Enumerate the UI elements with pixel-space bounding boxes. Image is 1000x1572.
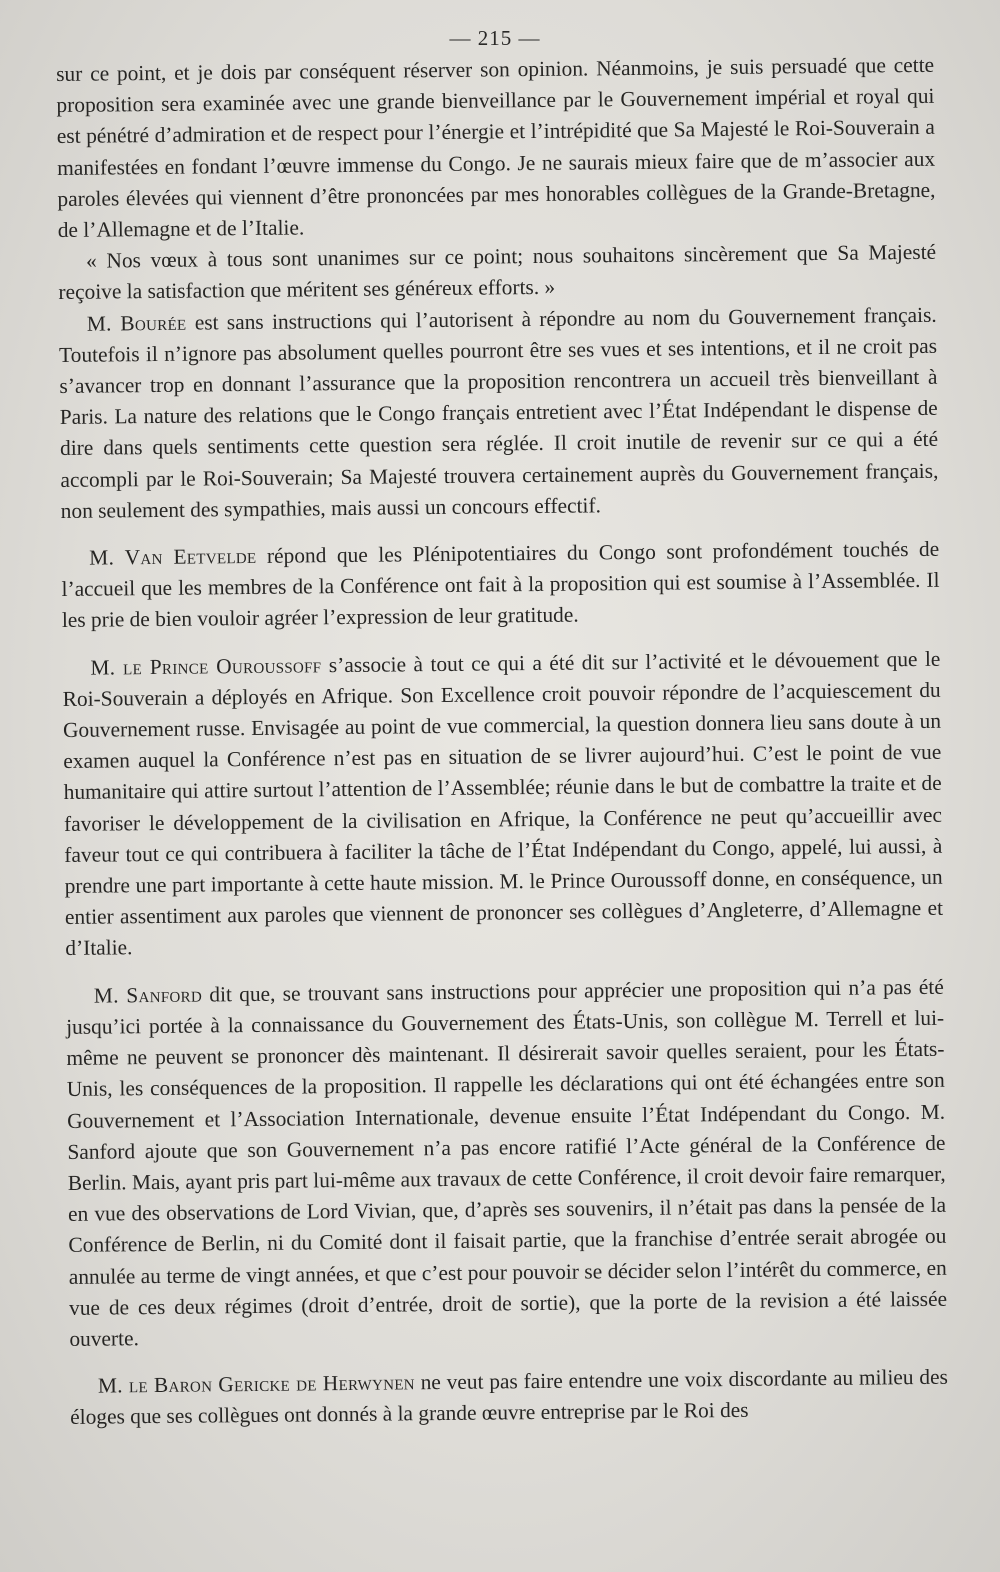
body-text [56, 50, 948, 1434]
paragraph-text: répond que les Plénipotentiaires du Congo sont profondément touchés de l’accueil que les membres de la Conférence ont fait à la proposition qui est soumise à l’Assemblée. Il les prie de bien vouloir agréer l’expression de leur gratitude. [61, 536, 940, 633]
paragraph-continuation [56, 50, 936, 246]
paragraph-text: « Nos vœux à tous sont unanimes sur ce point; nous souhaitons sincèrement que Sa Majesté reçoive la satisfaction que méritent ses généreux efforts. » [58, 240, 937, 305]
paragraph-sanford [66, 971, 948, 1355]
paragraph-text: est sans instructions qui l’autorisent à répondre au nom du Gouvernement français. Toutefois il n’ignore pas absolument quelles pourront être ses vues et ses intentions, et il ne croit pas s’avancer trop en donnant l’assurance que la proposition rencontrera un accueil très bienveillant à Paris. La nature des relations que le Congo français entretient avec l’État Indépendant le dispense de dire dans quels sentiments cette question sera réglée. Il croit inutile de revenir sur ce qui a été accompli par le Roi-Souverain; Sa Majesté trouvera certainement auprès du Gouvernement français, non seulement des sympathies, mais aussi un concours effectif. [58, 302, 939, 523]
speaker-name: M. le Baron Gericke de Herwynen [97, 1370, 415, 1398]
speaker-name: M. Van Eetvelde [89, 543, 257, 570]
speaker-name: M. Sanford [93, 982, 203, 1008]
paragraph-text: s’associe à tout ce qui a été dit sur l’activité et le dévouement que le Roi-Souverain a déployés en Afrique. Son Excellence croit pouvoir répondre de l’acquiescement du Gouvernement russe. Envisagée au point de vue commercial, la question donnera lieu sans doute à un examen auquel la Conférence n’est pas en situation de se livrer aujourd’hui. C’est le point de vue humanitaire qui attire surtout l’attention de l’Assemblée; réunie dans le but de combattre la traite et de favoriser le développement de la civilisation en Afrique, la Conférence ne peut qu’accueillir avec faveur tout ce qui contribuera à faciliter la tâche de l’État Indépendant du Congo, appelé, lui aussi, à prendre une part importante à cette haute mission. M. le Prince Ouroussoff donne, en conséquence, un entier assentiment aux paroles que viennent de prononcer ses collègues d’Angleterre, d’Allemagne et d’Italie. [62, 646, 944, 961]
speaker-name: M. Bourée [86, 310, 187, 336]
paragraph-ouroussoff [62, 643, 943, 964]
paragraph-text: ne veut pas faire entendre une voix discordante au milieu des éloges que ses collègues ont donnés à la grande œuvre entreprise par le Roi des [70, 1364, 948, 1430]
paragraph-quote [58, 237, 937, 309]
speaker-name: M. le Prince Ouroussoff [90, 652, 322, 680]
paragraph-text: dit que, se trouvant sans instructions pour apprécier une proposition qui n’a pas été jusqu’ici portée à la connaissance du Gouvernement des États-Unis, son collègue M. Terrell et lui-même ne peuvent se prononcer dès maintenant. Il désirerait savoir quelles seraient, pour les États-Unis, les conséquences de la proposition. Il rappelle les déclarations qui ont été échangées entre son Gouvernement et l’Association Internationale, devenue ensuite l’État Indépendant du Congo. M. Sanford ajoute que son Gouvernement n’a pas encore ratifié l’Acte général de la Conférence de Berlin. Mais, ayant pris part lui-même aux travaux de cette Conférence, il croit devoir faire remarquer, en vue des observations de Lord Vivian, que, d’après ses souvenirs, il n’était pas dans la pensée de la Conférence de Berlin, ni du Comité dont il faisait partie, que la franchise d’entrée serait abrogée ou annulée au terme de vingt années, et que c’est pour pouvoir se décider selon l’intérêt du commerce, en vue de ces deux régimes (droit d’entrée, droit de sortie), que la porte de la revision a été laissée ouverte. [66, 974, 948, 1351]
paragraph-van-eetvelde [61, 534, 940, 637]
paragraph-gericke [70, 1362, 949, 1434]
page-number: — 215 — [449, 26, 541, 50]
paragraph-bouree [59, 299, 939, 527]
paragraph-text: sur ce point, et je dois par conséquent réserver son opinion. Néanmoins, je suis persuadé que cette proposition sera examinée avec une grande bienveillance par le Gouvernement impérial et royal qui est pénétré d’admiration et de respect pour l’énergie et l’intrépidité que Sa Majesté le Roi-Souverain a manifestées en fondant l’œuvre immense du Congo. Je ne saurais mieux faire que de m’associer aux paroles élevées qui viennent d’être prononcées par mes honorables collègues de la Grande-Bretagne, de l’Allemagne et de l’Italie. [56, 52, 936, 243]
